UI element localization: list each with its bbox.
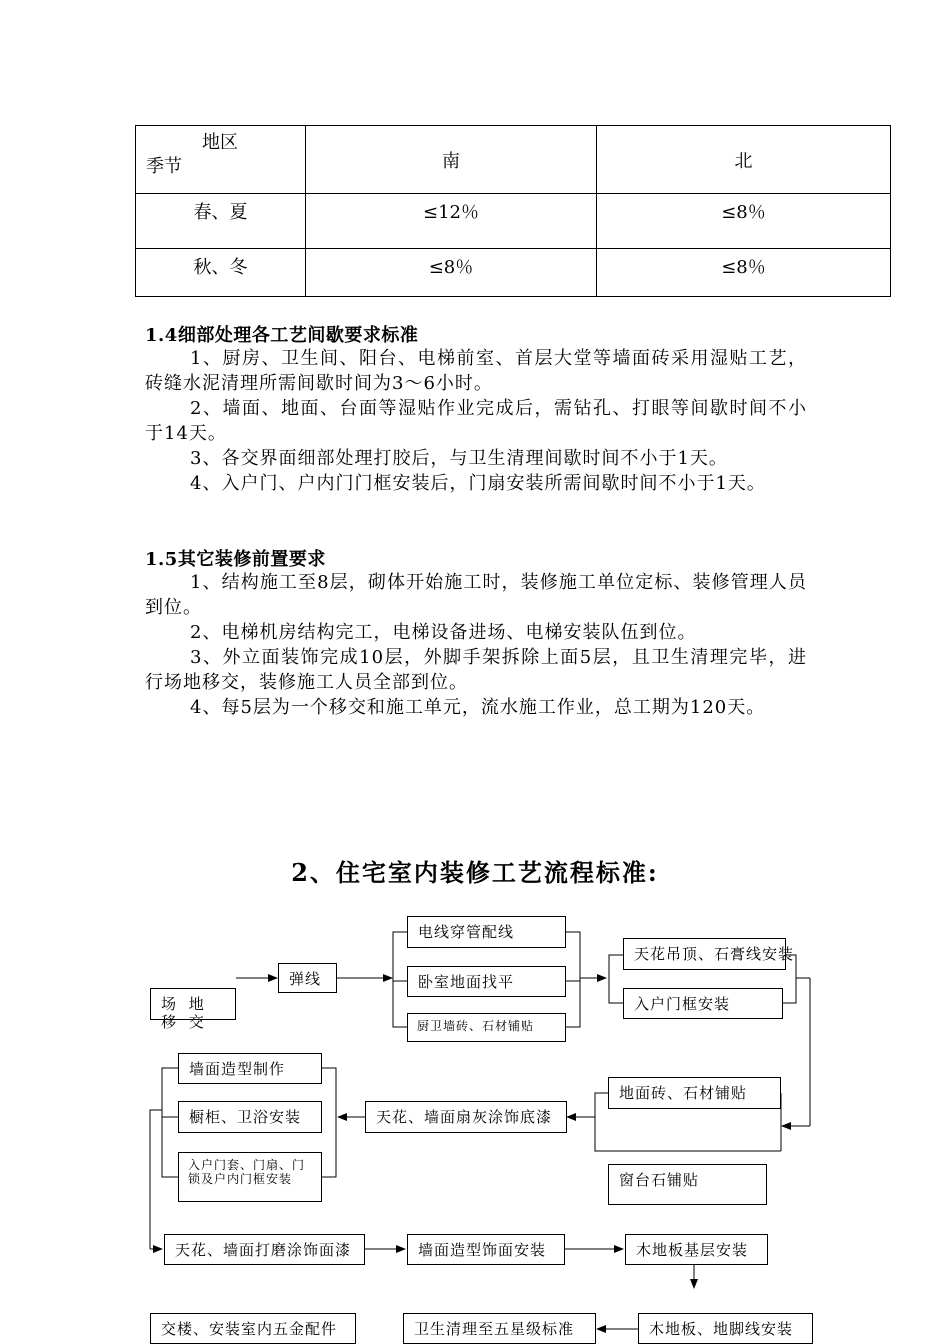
north-value: ≤8％ <box>597 249 891 297</box>
flow-bedroom-leveling: 卧室地面找平 <box>407 966 566 997</box>
flow-doors-install: 入户门套、门扇、门锁及户内门框安装 <box>178 1152 322 1202</box>
paragraph: 4、入户门、户内门门框安装后，门扇安装所需间歇时间不小于1天。 <box>190 473 766 494</box>
paragraph: 1、结构施工至8层，砌体开始施工时，装修施工单位定标、装修管理人员到位。 <box>145 572 807 618</box>
flow-wood-floor-skirting: 木地板、地脚线安装 <box>638 1313 813 1344</box>
flow-snap-line: 弹线 <box>278 963 337 993</box>
flow-cabinet-sanitary: 橱柜、卫浴安装 <box>178 1101 322 1133</box>
flow-wall-finish: 墙面造型饰面安装 <box>407 1234 565 1265</box>
flow-wood-floor-base: 木地板基层安装 <box>625 1234 768 1265</box>
season-cell: 秋、冬 <box>136 249 306 297</box>
flow-entry-door-frame: 入户门框安装 <box>623 988 783 1019</box>
paragraph: 2、墙面、地面、台面等湿贴作业完成后，需钻孔、打眼等间歇时间不小于14天。 <box>145 398 807 444</box>
flow-cleaning: 卫生清理至五星级标准 <box>403 1313 596 1344</box>
paragraph: 3、各交界面细部处理打胶后，与卫生清理间歇时间不小于1天。 <box>190 448 728 469</box>
flow-topcoat: 天花、墙面打磨涂饰面漆 <box>164 1234 365 1265</box>
flow-sill-stone: 窗台石铺贴 <box>608 1164 767 1205</box>
flow-handover-hardware: 交楼、安装室内五金配件 <box>150 1313 356 1344</box>
south-value: ≤12％ <box>306 194 597 249</box>
flow-kitchen-bath-tiles: 厨卫墙砖、石材铺贴 <box>407 1013 566 1042</box>
section-1-4-heading: 1.4细部处理各工艺间歇要求标准 <box>145 325 419 346</box>
section-2-title: 2、住宅室内装修工艺流程标准: <box>291 858 659 887</box>
header-season: 季节 <box>146 156 182 177</box>
north-value: ≤8％ <box>597 194 891 249</box>
flow-wiring: 电线穿管配线 <box>407 916 566 948</box>
flow-floor-tiles: 地面砖、石材铺贴 <box>608 1077 781 1109</box>
flow-wall-feature: 墙面造型制作 <box>178 1053 322 1084</box>
header-north: 北 <box>597 126 891 194</box>
flow-ceiling: 天花吊顶、石膏线安装 <box>623 938 786 970</box>
south-value: ≤8％ <box>306 249 597 297</box>
flow-site-handover: 场 地 移 交 <box>150 988 236 1020</box>
paragraph: 1、厨房、卫生间、阳台、电梯前室、首层大堂等墙面砖采用湿贴工艺，砖缝水泥清理所需间歇时间为3～6小时。 <box>145 348 807 394</box>
header-south: 南 <box>306 126 597 194</box>
paragraph: 3、外立面装饰完成10层，外脚手架拆除上面5层，且卫生清理完毕，进行场地移交，装修施工人员全部到位。 <box>145 647 807 693</box>
flow-primer: 天花、墙面扇灰涂饰底漆 <box>365 1101 567 1133</box>
section-1-5-heading: 1.5其它装修前置要求 <box>145 549 326 570</box>
header-region: 地区 <box>202 132 238 153</box>
paragraph: 4、每5层为一个移交和施工单元，流水施工作业，总工期为120天。 <box>190 697 766 718</box>
season-cell: 春、夏 <box>136 194 306 249</box>
paragraph: 2、电梯机房结构完工，电梯设备进场、电梯安装队伍到位。 <box>190 622 697 643</box>
